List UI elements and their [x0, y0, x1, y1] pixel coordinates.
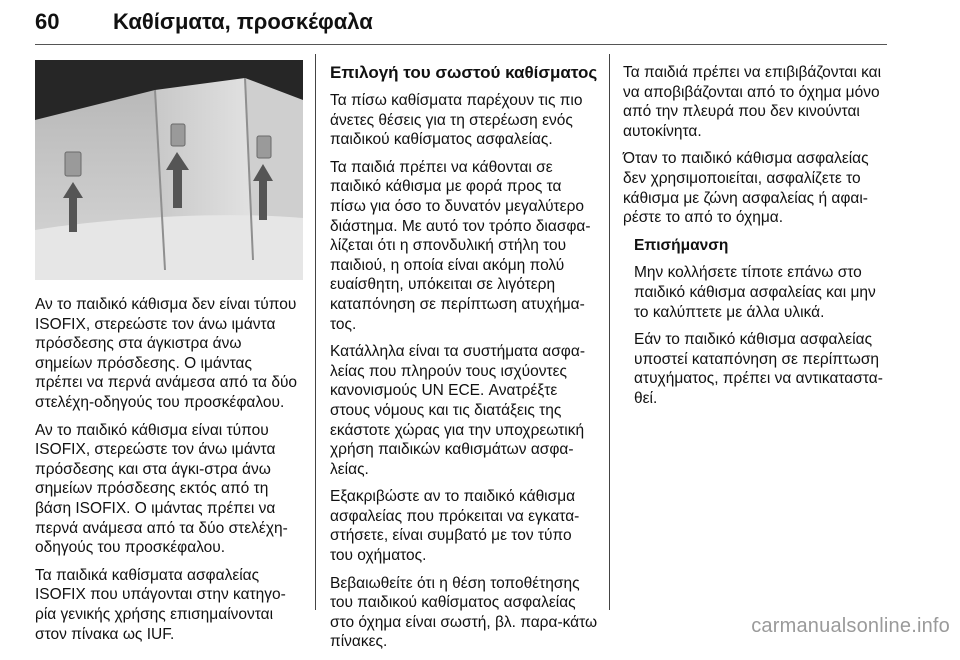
paragraph: Τα παιδιά πρέπει να κάθονται σε παιδικό κάθισμα με φορά προς τα πίσω για όσο το δυνατόν μεγαλύτερο διάστημα. Με αυτό τον τρόπο διασφα-λίζεται ότι η σπονδυλική στήλη του παιδιού, η οποία είναι ακόμη πολύ ευαίσθητη, υπόκειται σε λιγότερη καταπόνηση σε περίπτωση ατυχήμα-τος. — [330, 158, 591, 333]
paragraph: Κατάλληλα είναι τα συστήματα ασφα-λείας που πληρούν τους ισχύοντες κανονισμούς UN ECE. Ανατρέξτε στους νόμους και τις διατάξεις της εκάστοτε χώρας για την υποχρεωτική χρήση παιδικών καθισμάτων ασφα-λείας. — [330, 343, 585, 478]
section-heading: Επιλογή του σωστού καθίσματος — [330, 63, 598, 82]
page-title: Καθίσματα, προσκέφαλα — [113, 9, 373, 34]
seatback-anchors-image — [35, 60, 303, 280]
paragraph: Εξακριβώστε αν το παιδικό κάθισμα ασφαλείας που πρόκειται να εγκατα-στήσετε, είναι συμβατό με τον τύπο του οχήματος. — [330, 488, 580, 565]
paragraph: Όταν το παιδικό κάθισμα ασφαλείας δεν χρησιμοποιείται, ασφαλίζετε το κάθισμα με ζώνη ασφαλείας ή αφαι-ρέστε το από το όχημα. — [623, 150, 869, 227]
note-paragraph: Εάν το παιδικό κάθισμα ασφαλείας υποστεί καταπόνηση σε περίπτωση ατυχήματος, πρέπει να αντικαταστα-θεί. — [634, 331, 883, 407]
column-divider — [609, 54, 610, 610]
note-box — [634, 236, 891, 409]
paragraph: Τα παιδιά πρέπει να επιβιβάζονται και να αποβιβάζονται από το όχημα μόνο από την πλευρά που δεν κινούνται αυτοκίνητα. — [623, 64, 882, 140]
column-middle — [330, 63, 598, 660]
column-divider — [315, 54, 316, 610]
watermark: carmanualsonline.info — [751, 615, 950, 637]
paragraph: Τα πίσω καθίσματα παρέχουν τις πιο άνετες θέσεις για τη στερέωση ενός παιδικού καθίσματος ασφαλείας. — [330, 92, 583, 149]
paragraph: Βεβαιωθείτε ότι η θέση τοποθέτησης του παιδικού καθίσματος ασφαλείας στο όχημα είναι σωστή, βλ. παρα-κάτω πίνακες. — [330, 574, 598, 651]
note-paragraph: Μην κολλήσετε τίποτε επάνω στο παιδικό κάθισμα ασφαλείας και μην το καλύπτετε με άλλα υλικά. — [634, 264, 876, 321]
paragraph: Αν το παιδικό κάθισμα δεν είναι τύπου ISOFIX, στερεώστε τον άνω ιμάντα πρόσδεσης στα άγκιστρα άνω σημείων πρόσδεσης. Ο ιμάντας πρέπει να περνά ανάμεσα από τα δύο στελέχη-οδηγούς του προσκέφαλου. — [35, 296, 298, 411]
column-left — [35, 295, 303, 652]
seat-anchor-illustration — [35, 60, 303, 280]
paragraph: Αν το παιδικό κάθισμα είναι τύπου ISOFIX, στερεώστε τον άνω ιμάντα πρόσδεσης και στα άγκι-στρα άνω σημείων πρόσδεσης εκτός από τη βάση ISOFIX. Ο ιμάντας πρέπει να περνά ανάμεσα από τα δύο στελέχη-οδηγούς του προσκέφαλου. — [35, 421, 288, 557]
page-header — [35, 4, 887, 45]
paragraph: Τα παιδικά καθίσματα ασφαλείας ISOFIX που υπάγονται στην κατηγο-ρία γενικής χρήσης επισημαίνονται στον πίνακα ως IUF. — [35, 566, 286, 643]
page-number: 60 — [35, 9, 60, 34]
column-right — [623, 63, 891, 417]
note-heading: Επισήμανση — [634, 236, 729, 254]
